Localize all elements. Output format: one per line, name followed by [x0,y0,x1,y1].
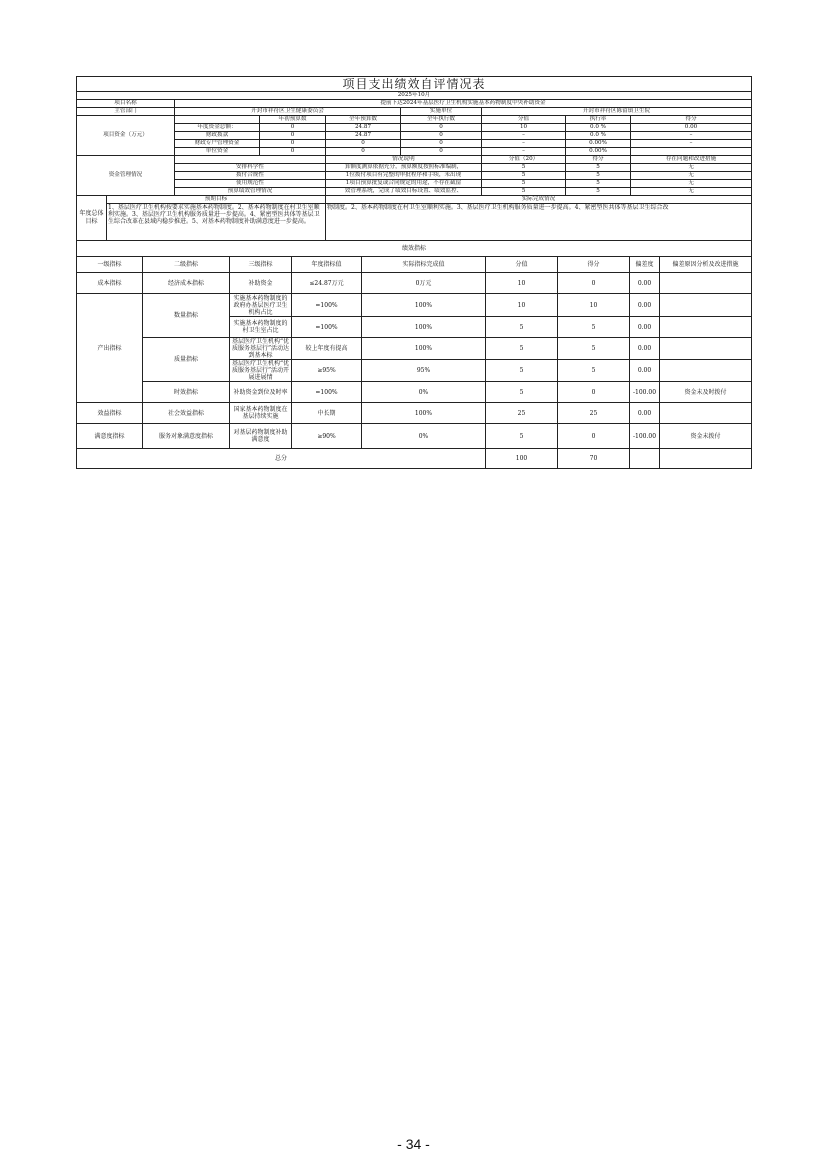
indicators-header: 分值 [486,257,558,273]
reason-cell [660,273,752,294]
funds-row-name: 财政专户管理资金 [175,140,260,148]
score-cell: 25 [486,403,558,424]
score-cell: 5 [486,338,558,360]
funds-cell: 24.87 [326,124,401,132]
project-name-value: 提前下达2024年基层医疗卫生机构实施基本药物制度中央补助资金 [175,100,752,108]
funds-header: 全年执行数 [401,116,482,124]
target-cell: ≥90% [292,424,362,449]
actual-cell: 0万元 [362,273,486,294]
management-row-got: 5 [566,180,631,188]
funds-cell: 0.00% [566,140,631,148]
level1-cell: 效益指标 [77,403,143,424]
funds-row-name: 单位资金 [175,148,260,156]
score-cell: 5 [486,360,558,382]
indicator-row [77,273,752,294]
target-cell: =100% [292,294,362,317]
funds-cell: – [631,132,752,140]
dept-value: 开封市祥符区卫生健康委员会 [175,108,401,116]
dept-label: 主管部门 [77,108,175,116]
dev-cell: 0.00 [630,273,660,294]
funds-cell: 0 [401,132,482,140]
reason-cell [660,317,752,338]
evaluation-sheet [76,76,751,469]
summary-table [76,76,752,196]
actual-cell: 0% [362,424,486,449]
management-header: 分值（20） [482,156,566,164]
reason-cell [660,294,752,317]
dev-cell: 0.00 [630,403,660,424]
target-cell: ≥95% [292,360,362,382]
management-row-issue: 无 [631,180,752,188]
indicator-row [77,382,752,403]
management-row-desc: 效管理系统，完成了绩效目标设置、绩效监控、 [326,188,482,196]
dev-cell: 0.00 [630,317,660,338]
management-row-got: 5 [566,164,631,172]
funds-cell: 0.00 [631,124,752,132]
indicators-header: 三级指标 [230,257,292,273]
actual-cell: 95% [362,360,486,382]
funds-label: 项目资金（万元） [77,116,175,156]
funds-header: 分值 [482,116,566,124]
level2-cell: 社会效益指标 [143,403,230,424]
got-cell: 5 [558,317,630,338]
level2-cell: 数量指标 [143,294,230,338]
management-row-got: 5 [566,188,631,196]
total-row [77,449,752,469]
expected-header: 预期目标 [107,196,326,204]
reason-cell: 资金未拨付 [660,424,752,449]
funds-cell: 0 [260,148,326,156]
funds-cell: 0 [401,124,482,132]
funds-cell: 0 [260,140,326,148]
level3-cell: 国家基本药物制度在基层持续实施 [230,403,292,424]
management-row [77,180,752,188]
impl-value: 开封市祥符区陈留镇卫生院 [482,108,752,116]
funds-header: 得分 [631,116,752,124]
target-cell: =100% [292,317,362,338]
dev-cell: -100.00 [630,382,660,403]
score-cell: 5 [486,424,558,449]
level3-cell: 基层医疗卫生机构“优质服务基层行”活动开展进展情 [230,360,292,382]
page-number: - 34 - [397,1136,430,1152]
total-score: 100 [486,449,558,469]
management-row-name: 预算绩效管理情况 [175,188,326,196]
management-header-blank [175,156,326,164]
level2-cell: 质量指标 [143,338,230,382]
management-row-desc: 1项目预算批复或合同规定的用途，不存在截留 [326,180,482,188]
actual-cell: 100% [362,317,486,338]
total-blank [630,449,660,469]
target-cell: 较上年度有提高 [292,338,362,360]
funds-cell: 0.0 % [566,132,631,140]
expected-goal-text: 1、基层医疗卫生机构按要求实施基本药物制度。2、基本药物制度在村卫生室顺利实施。3、基层医疗卫生机构服务质量进一步提高。4、紧密型医共体等基层卫生综合改革在县域内稳步推进。5、对基本药物制度补助满意度进一步提高。 [107,204,326,241]
level1-cell: 满意度指标 [77,424,143,449]
reason-cell [660,338,752,360]
total-got: 70 [558,449,630,469]
funds-cell: – [631,140,752,148]
management-row-score: 5 [482,188,566,196]
level3-cell: 对基层药物制度补助满意度 [230,424,292,449]
management-header: 得分 [566,156,631,164]
got-cell: 0 [558,382,630,403]
goals-table [76,195,752,241]
indicators-header: 二级指标 [143,257,230,273]
goals-label: 年度总体目标 [77,196,107,241]
funds-row-name: 财政拨款 [175,132,260,140]
management-header: 情况说明 [326,156,482,164]
funds-row [77,140,752,148]
got-cell: 10 [558,294,630,317]
management-row-desc: 算额度测算依据充分，预算额度按照标准编制， [326,164,482,172]
funds-cell: 0 [260,132,326,140]
funds-cell: 0.0 % [566,124,631,132]
funds-row [77,148,752,156]
score-cell: 5 [486,317,558,338]
reason-cell: 资金未及时拨付 [660,382,752,403]
level2-cell: 时效指标 [143,382,230,403]
level1-cell: 成本指标 [77,273,143,294]
reason-cell [660,403,752,424]
actual-cell: 100% [362,403,486,424]
funds-header: 年初预算数 [260,116,326,124]
funds-header: 全年预算数 [326,116,401,124]
indicator-row [77,338,752,360]
impl-label: 实施单位 [401,108,482,116]
indicator-row [77,424,752,449]
funds-row-name: 年度资金总额： [175,124,260,132]
management-row-name: 使用规范性 [175,180,326,188]
report-date: 2025年10月 [77,92,752,100]
got-cell: 0 [558,273,630,294]
got-cell: 5 [558,360,630,382]
funds-cell: 0.00% [566,148,631,156]
level1-cell: 产出指标 [77,294,143,403]
funds-row [77,132,752,140]
got-cell: 5 [558,338,630,360]
level3-cell: 实施基本药物制度的政府办基层医疗卫生机构占比 [230,294,292,317]
funds-cell: – [482,148,566,156]
indicators-section-title: 绩效指标 [77,241,752,257]
management-row-issue: 无 [631,188,752,196]
indicators-header: 偏差原因分析及改进措施 [660,257,752,273]
project-name-label: 项目名称 [77,100,175,108]
funds-cell: 0 [260,124,326,132]
actual-cell: 0% [362,382,486,403]
management-row-score: 5 [482,172,566,180]
dev-cell: 0.00 [630,360,660,382]
dev-cell: 0.00 [630,294,660,317]
score-cell: 5 [486,382,558,403]
funds-cell: 0 [326,140,401,148]
indicators-header: 一级指标 [77,257,143,273]
funds-header-blank [175,116,260,124]
management-row-issue: 无 [631,164,752,172]
funds-header: 执行率 [566,116,631,124]
funds-cell: – [482,140,566,148]
level2-cell: 服务对象满意度指标 [143,424,230,449]
funds-cell: 24.87 [326,132,401,140]
score-cell: 10 [486,294,558,317]
indicator-row [77,294,752,317]
target-cell: 中长期 [292,403,362,424]
level3-cell: 实施基本药物制度的村卫生室占比 [230,317,292,338]
management-row [77,172,752,180]
got-cell: 0 [558,424,630,449]
total-blank [660,449,752,469]
management-row-name: 安排科学性 [175,164,326,172]
indicators-header: 得分 [558,257,630,273]
target-cell: =100% [292,382,362,403]
funds-row [77,124,752,132]
total-label: 总分 [77,449,486,469]
actual-goal-text: 物制度。2、基本药物制度在村卫生室顺利实施。3、基层医疗卫生机构服务质量进一步提高。4、紧密型医共体等基层卫生综合改 [326,204,752,241]
management-header: 存在问题和改进措施 [631,156,752,164]
indicators-header: 年度指标值 [292,257,362,273]
funds-cell: 10 [482,124,566,132]
management-row-name: 拨付合规性 [175,172,326,180]
actual-header: 实际完成情况 [326,196,752,204]
funds-cell: 0 [326,148,401,156]
funds-cell: 0 [401,140,482,148]
indicator-row [77,403,752,424]
management-row-score: 5 [482,180,566,188]
management-row-got: 5 [566,172,631,180]
level3-cell: 补助资金 [230,273,292,294]
level3-cell: 基层医疗卫生机构“优质服务基层行”活动达到基本标 [230,338,292,360]
management-row-issue: 无 [631,172,752,180]
funds-cell: – [482,132,566,140]
dev-cell: -100.00 [630,424,660,449]
indicators-header: 偏差度 [630,257,660,273]
management-row-desc: 1位拨付项目有完整的审批程序和手续，未出现 [326,172,482,180]
target-cell: ≤24.87万元 [292,273,362,294]
dev-cell: 0.00 [630,338,660,360]
level2-cell: 经济成本指标 [143,273,230,294]
got-cell: 25 [558,403,630,424]
indicators-header: 实际指标完成值 [362,257,486,273]
funds-cell [631,148,752,156]
funds-cell: 0 [401,148,482,156]
management-row-score: 5 [482,164,566,172]
management-label: 资金管理情况 [77,156,175,196]
reason-cell [660,360,752,382]
table-title: 项目支出绩效自评情况表 [77,77,752,92]
actual-cell: 100% [362,338,486,360]
level3-cell: 补助资金到位及时率 [230,382,292,403]
indicators-table [76,240,752,469]
score-cell: 10 [486,273,558,294]
actual-cell: 100% [362,294,486,317]
management-row [77,164,752,172]
